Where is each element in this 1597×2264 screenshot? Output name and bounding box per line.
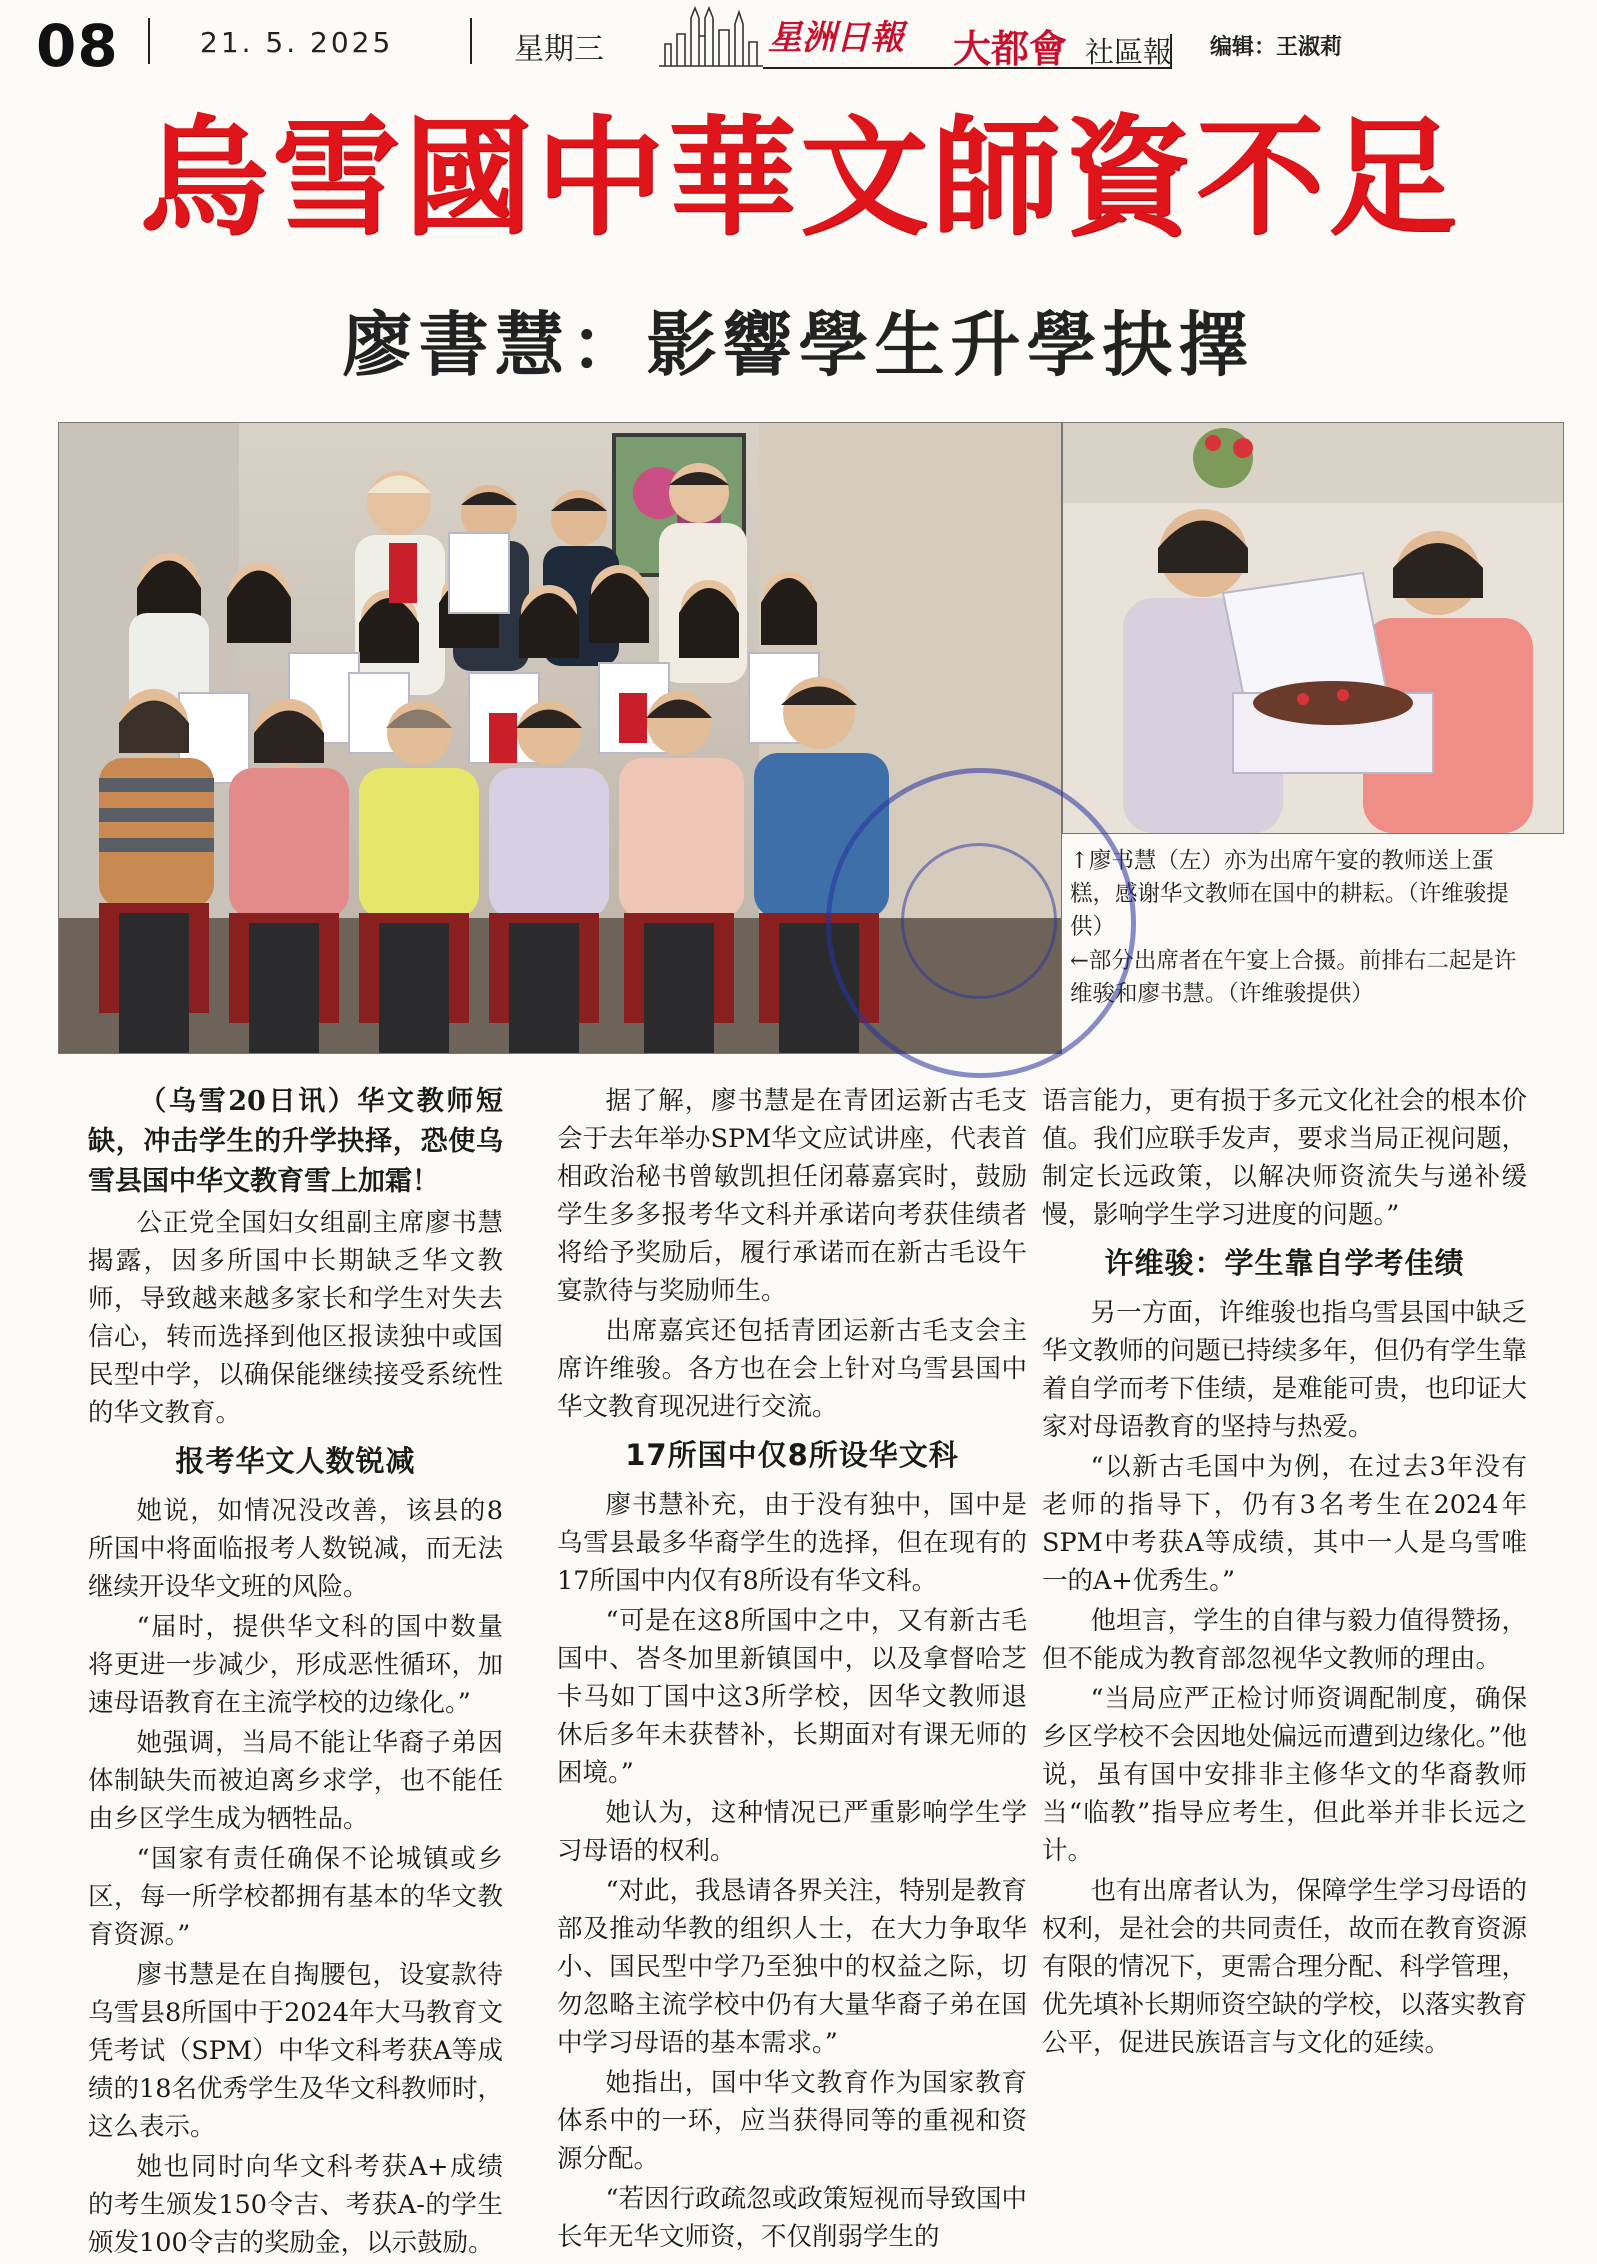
paragraph: “若因行政疏忽或政策短视而导致国中长年无华文师资，不仅削弱学生的 <box>557 2184 1027 2252</box>
headline: 烏雪國中華文師資不足 <box>139 104 1460 253</box>
issue-date: 21. 5. 2025 <box>200 26 394 59</box>
paragraph: 公正党全国妇女组副主席廖书慧揭露，因多所国中长期缺乏华文教师，导致越来越多家长和学生对失去信心，转而选择到他区报读独中或国民型中学，以确保能继续接受系统性的华文教育。 <box>88 1208 503 1428</box>
divider <box>148 18 150 64</box>
paragraph: 廖书慧补充，由于没有独中，国中是乌雪县最多华裔学生的选择，但在现有的17所国中内仅有8所设有华文科。 <box>557 1490 1027 1596</box>
paragraph: “对此，我恳请各界关注，特别是教育部及推动华教的组织人士，在大力争取华小、国民型中学乃至独中的权益之际，切勿忽略主流学校中仍有大量华裔子弟在国中学习母语的基本需求。” <box>557 1876 1027 2058</box>
divider <box>470 18 472 64</box>
paragraph: “届时，提供华文科的国中数量将更进一步减少，形成恶性循环，加速母语教育在主流学校的边缘化。” <box>88 1612 503 1718</box>
caption-side-photo: ↑廖书慧（左）亦为出席午宴的教师送上蛋糕，感谢华文教师在国中的耕耘。（许维骏提供） <box>1070 848 1509 940</box>
article-column-3 <box>1042 1082 1527 2064</box>
brand-sub: 大都會 <box>953 27 1068 71</box>
paragraph: “可是在这8所国中之中，又有新古毛国中、峇冬加里新镇国中，以及拿督哈芝卡马如丁国中这3所学校，因华文教师退休后多年未获替补，长期面对有课无师的困境。” <box>557 1606 1027 1788</box>
paragraph: 她也同时向华文科考获A+成绩的考生颁发150令吉、考获A-的学生颁发100令吉的奖励金，以示鼓励。 <box>88 2152 503 2258</box>
cake-photo <box>1062 422 1564 834</box>
article-column-2 <box>557 1082 1027 2258</box>
article-column-1 <box>88 1082 503 2264</box>
masthead <box>28 12 1568 80</box>
subheadline: 廖書慧：影響學生升學抉擇 <box>342 304 1255 386</box>
paragraph: 她指出，国中华文教育作为国家教育体系中的一环，应当获得同等的重视和资源分配。 <box>557 2068 1027 2174</box>
paragraph: “当局应严正检讨师资调配制度，确保乡区学校不会因地处偏远而遭到边缘化。”他说，虽有国中安排非主修华文的华裔教师当“临教”指导应考生，但此举并非长远之计。 <box>1042 1684 1527 1866</box>
article-lead: （乌雪20日讯）华文教师短缺，冲击学生的升学抉择，恐使乌雪县国中华文教育雪上加霜！ <box>88 1086 503 1197</box>
section-heading: 许维骏：学生靠自学考佳绩 <box>1104 1246 1465 1280</box>
group-photo <box>58 422 1062 1054</box>
paragraph: “国家有责任确保不论城镇或乡区，每一所学校都拥有基本的华文教育资源。” <box>88 1844 503 1950</box>
weekday: 星期三 <box>514 32 604 67</box>
paragraph: 另一方面，许维骏也指乌雪县国中缺乏华文教师的问题已持续多年，但仍有学生靠着自学而考下佳绩，是难能可贵，也印证大家对母语教育的坚持与热爱。 <box>1042 1298 1527 1442</box>
paragraph: 据了解，廖书慧是在青团运新古毛支会于去年举办SPM华文应试讲座，代表首相政治秘书曾敏凯担任闭幕嘉宾时，鼓励学生多多报考华文科并承诺向考获佳绩者将给予奖励后，履行承诺而在新古毛设午宴款待与奖励师生。 <box>557 1086 1027 1306</box>
paragraph: 他坦言，学生的自律与毅力值得赞扬，但不能成为教育部忽视华文教师的理由。 <box>1042 1606 1527 1674</box>
section-heading: 报考华文人数锐减 <box>175 1444 416 1478</box>
caption-main-photo: ←部分出席者在午宴上合摄。前排右二起是许维骏和廖书慧。（许维骏提供） <box>1070 948 1517 1007</box>
brand-logo <box>673 4 1193 74</box>
brand-name: 星洲日報 <box>768 18 904 58</box>
editor-credit: 编辑：王淑莉 <box>1210 35 1343 60</box>
paragraph: 语言能力，更有损于多元文化社会的根本价值。我们应联手发声，要求当局正视问题，制定长远政策，以解决师资流失与递补缓慢，影响学生学习进度的问题。” <box>1042 1086 1527 1230</box>
paragraph: 也有出席者认为，保障学生学习母语的权利，是社会的共同责任，故而在教育资源有限的情况下，更需合理分配、科学管理，优先填补长期师资空缺的学校，以落实教育公平，促进民族语言与文化的延续。 <box>1042 1876 1527 2058</box>
paragraph: 她说，如情况没改善，该县的8所国中将面临报考人数锐减，而无法继续开设华文班的风险。 <box>88 1496 503 1602</box>
paragraph: 她强调，当局不能让华裔子弟因体制缺失而被迫离乡求学，也不能任由乡区学生成为牺牲品。 <box>88 1728 503 1834</box>
section-heading: 17所国中仅8所设华文科 <box>625 1438 959 1472</box>
page-number: 08 <box>36 12 119 80</box>
paragraph: 廖书慧是在自掏腰包，设宴款待乌雪县8所国中于2024年大马教育文凭考试（SPM）中华文科考获A等成绩的18名优秀学生及华文科教师时，这么表示。 <box>88 1960 503 2142</box>
brand-tag: 社區報 <box>1085 35 1173 69</box>
paragraph: “以新古毛国中为例，在过去3年没有老师的指导下，仍有3名考生在2024年SPM中考获A等成绩，其中一人是乌雪唯一的A+优秀生。” <box>1042 1452 1527 1596</box>
paragraph: 出席嘉宾还包括青团运新古毛支会主席许维骏。各方也在会上针对乌雪县国中华文教育现况进行交流。 <box>557 1316 1027 1422</box>
paragraph: 她认为，这种情况已严重影响学生学习母语的权利。 <box>557 1798 1027 1866</box>
brand-underline <box>673 4 1193 74</box>
